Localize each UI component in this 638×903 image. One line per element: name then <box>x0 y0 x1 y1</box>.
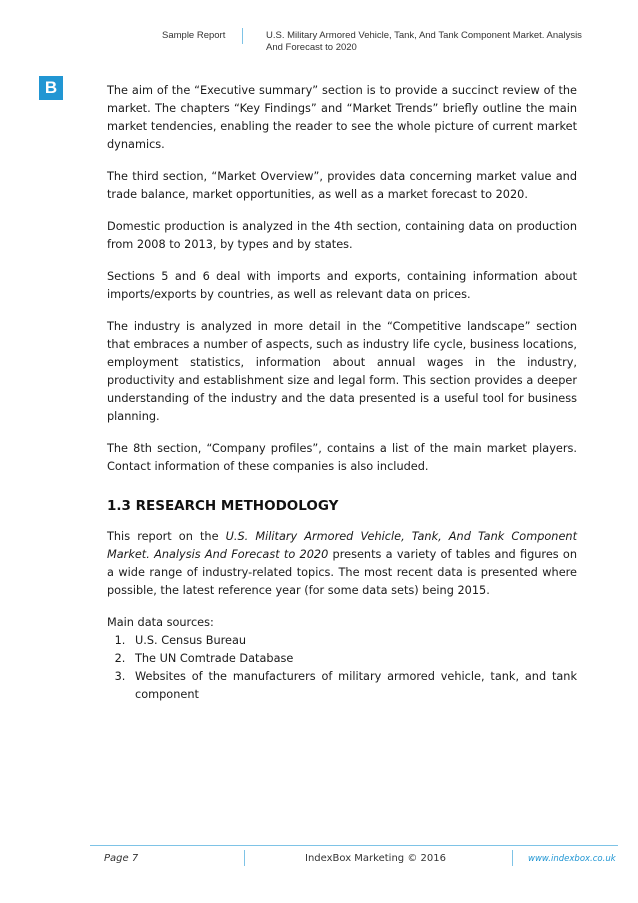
list-item: 1. U.S. Census Bureau <box>129 632 577 650</box>
paragraph-methodology-intro <box>107 528 577 600</box>
footer-divider <box>244 850 245 866</box>
page-content <box>107 82 577 704</box>
header-report-type: Sample Report <box>162 30 226 41</box>
list-item: 2. The UN Comtrade Database <box>129 650 577 668</box>
intro-text-end: presents a variety of tables and figures on a wide range of industry-related topics. The most recent data is presented where possible, the latest reference year (for some data sets) being 2015. <box>107 548 577 597</box>
paragraph-domestic-production: Domestic production is analyzed in the 4th section, containing data on production from 2008 to 2013, by types and by states. <box>107 220 577 251</box>
header-divider <box>242 28 243 44</box>
footer-rule <box>90 845 618 846</box>
sources-label: Main data sources: <box>107 616 214 629</box>
paragraph-competitive-landscape: The industry is analyzed in more detail in the “Competitive landscape” section that embraces a number of aspects, such as industry life cycle, business locations, employment statistics, information about annual wages in the industry, productivity and establishment size and legal form. This section provides a deeper understanding of the industry and the data presented is a useful tool for business planning. <box>107 320 577 423</box>
footer-website-link[interactable]: www.indexbox.co.uk <box>528 854 616 864</box>
sources-list <box>107 632 577 704</box>
paragraph-imports-exports: Sections 5 and 6 deal with imports and exports, containing information about imports/exports by countries, as well as relevant data on prices. <box>107 270 577 301</box>
paragraph-company-profiles: The 8th section, “Company profiles”, contains a list of the main market players. Contact information of these companies is also included. <box>107 442 577 473</box>
list-item: 3. Websites of the manufacturers of military armored vehicle, tank, and tank component <box>129 668 577 704</box>
intro-text-start: This report on the <box>107 530 226 543</box>
page-number: Page 7 <box>104 853 139 864</box>
footer-copyright: IndexBox Marketing © 2016 <box>305 853 446 864</box>
footer-divider <box>512 850 513 866</box>
section-heading: 1.3 RESEARCH METHODOLOGY <box>107 498 339 514</box>
paragraph-market-overview: The third section, “Market Overview”, provides data concerning market value and trade balance, market opportunities, as well as a market forecast to 2020. <box>107 170 577 201</box>
page-footer <box>0 845 638 869</box>
paragraph-executive-summary: The aim of the “Executive summary” section is to provide a succinct review of the market. The chapters “Key Findings” and “Market Trends” briefly outline the main market tendencies, enabling the reader to see the whole picture of current market dynamics. <box>107 84 577 151</box>
page-header <box>0 28 638 58</box>
header-report-title: U.S. Military Armored Vehicle, Tank, And Tank Component Market. Analysis And Forecast to 2020 <box>266 30 582 53</box>
report-title-italic: U.S. Military Armored Vehicle, Tank, And Tank Component Market. Analysis And Forecast to 2020 <box>107 530 578 561</box>
indexbox-logo-icon: B <box>39 76 63 100</box>
